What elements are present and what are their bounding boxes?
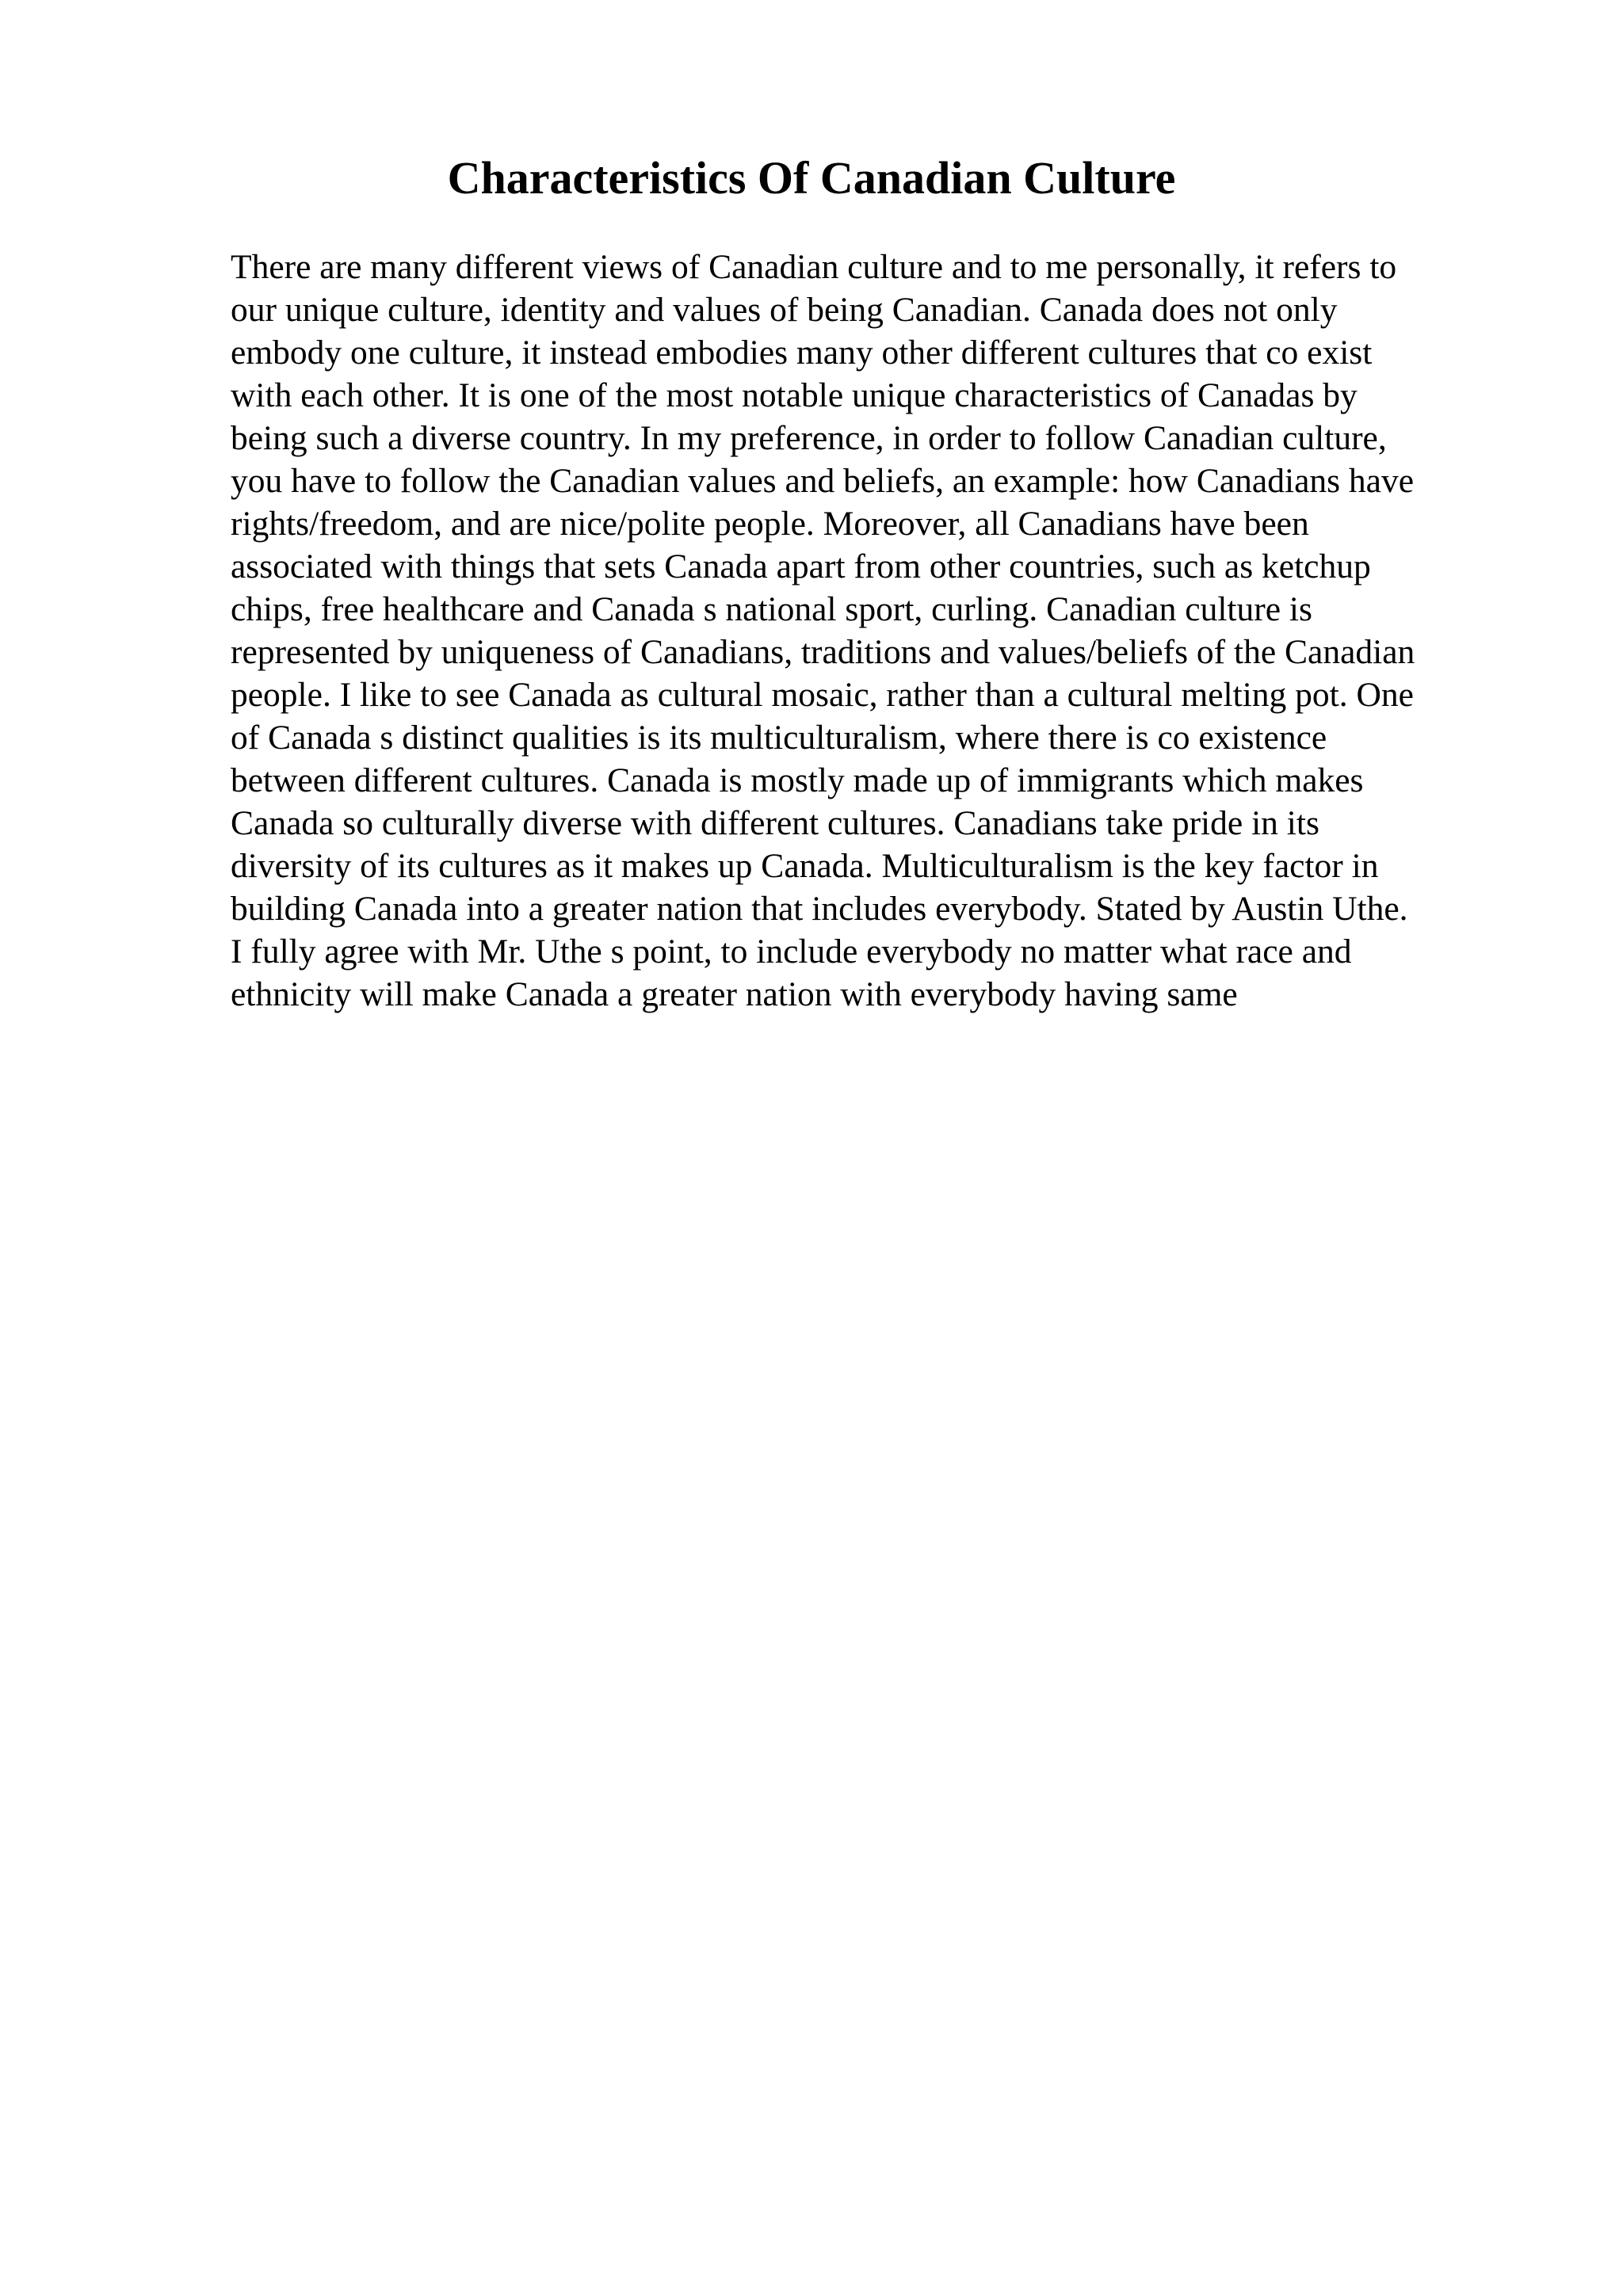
body-line: Canada so culturally diverse with different cultures. Canadians take pride in its — [231, 804, 1319, 842]
document-body — [231, 246, 1514, 1016]
body-line: rights/freedom, and are nice/polite people. Moreover, all Canadians have been — [231, 505, 1309, 543]
body-line: with each other. It is one of the most notable unique characteristics of Canadas by — [231, 376, 1358, 414]
document-title: Characteristics Of Canadian Culture — [447, 152, 1176, 204]
body-line: chips, free healthcare and Canada s national sport, curling. Canadian culture is — [231, 590, 1312, 628]
body-line: our unique culture, identity and values of being Canadian. Canada does not only — [231, 291, 1338, 329]
body-line: There are many different views of Canadian culture and to me personally, it refers to — [231, 248, 1397, 286]
body-line: ethnicity will make Canada a greater nation with everybody having same — [231, 975, 1238, 1013]
body-line: embody one culture, it instead embodies many other different cultures that co exist — [231, 334, 1373, 372]
body-line: represented by uniqueness of Canadians, traditions and values/beliefs of the Canadian — [231, 633, 1415, 671]
body-line: you have to follow the Canadian values and beliefs, an example: how Canadians have — [231, 462, 1415, 500]
body-line: people. I like to see Canada as cultural mosaic, rather than a cultural melting pot. One — [231, 676, 1414, 714]
body-line: between different cultures. Canada is mostly made up of immigrants which makes — [231, 761, 1364, 799]
body-line: diversity of its cultures as it makes up Canada. Multiculturalism is the key factor in — [231, 847, 1379, 885]
body-line: I fully agree with Mr. Uthe s point, to include everybody no matter what race and — [231, 933, 1352, 971]
body-line: being such a diverse country. In my preference, in order to follow Canadian culture, — [231, 419, 1387, 457]
body-line: associated with things that sets Canada apart from other countries, such as ketchup — [231, 547, 1371, 585]
body-line: building Canada into a greater nation that includes everybody. Stated by Austin Uthe. — [231, 890, 1408, 928]
body-line: of Canada s distinct qualities is its multiculturalism, where there is co existence — [231, 719, 1327, 757]
